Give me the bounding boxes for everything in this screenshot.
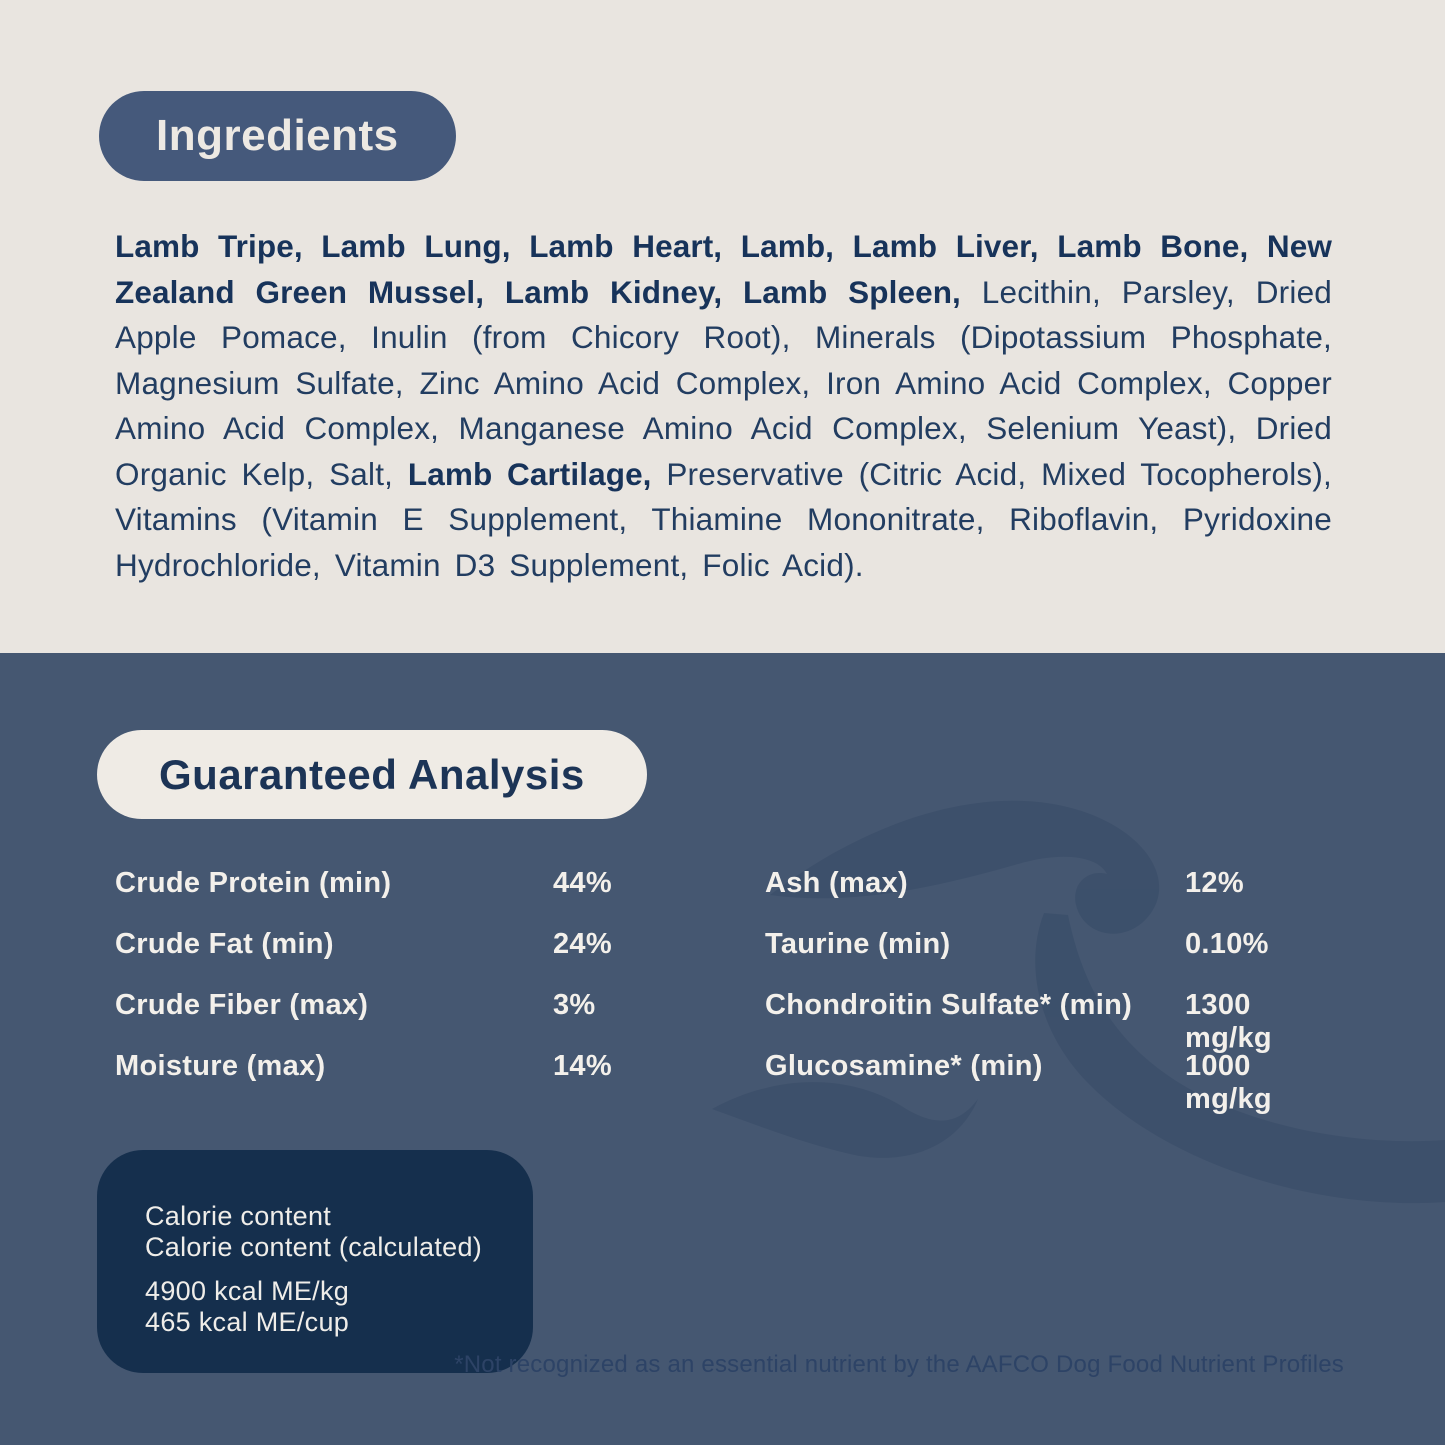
nutrient-value: 12% (1185, 867, 1244, 899)
guaranteed-analysis-table (115, 867, 1345, 1115)
nutrient-label: Glucosamine* (min) (765, 1050, 1043, 1082)
ingredients-pill (99, 91, 456, 181)
ingredients-bold-lead: Lamb Tripe, Lamb Lung, Lamb Heart, Lamb, Lamb Liver, Lamb Bone, New Zealand Green Mussel, Lamb Kidney, Lamb Spleen, (115, 228, 1332, 310)
calorie-content-box (97, 1150, 533, 1373)
ingredients-regular-tail: Preservative (Citric Acid, Mixed Tocopherols), Vitamins (Vitamin E Supplement, Thiamine Mononitrate, Riboflavin, Pyridoxine Hydrochloride, Vitamin D3 Supplement, Folic Acid). (115, 455, 1333, 583)
ingredients-bold-mid: Lamb Cartilage, (407, 455, 652, 492)
nutrient-label: Moisture (max) (115, 1050, 326, 1082)
nutrient-label: Taurine (min) (765, 928, 951, 960)
nutrient-value: 3% (553, 989, 596, 1021)
nutrient-value: 0.10% (1185, 928, 1269, 960)
nutrient-value: 14% (553, 1050, 612, 1082)
guaranteed-analysis-section (0, 653, 1445, 1445)
nutrient-label: Crude Fat (min) (115, 928, 334, 960)
ingredients-paragraph (115, 224, 1332, 588)
nutrient-label: Crude Protein (min) (115, 867, 392, 899)
nutrient-value: 1000 mg/kg (1185, 1050, 1272, 1115)
nutrient-value: 24% (553, 928, 612, 960)
nutrient-label: Ash (max) (765, 867, 908, 899)
aafco-footnote: *Not recognized as an essential nutrient by the AAFCO Dog Food Nutrient Profiles (454, 1351, 1344, 1378)
guaranteed-analysis-pill (97, 730, 647, 819)
ingredients-section (0, 0, 1445, 653)
ingredients-regular-mid: Lecithin, Parsley, Dried Apple Pomace, Inulin (from Chicory Root), Minerals (Dipotassium Phosphate, Magnesium Sulfate, Zinc Amino Acid Complex, Iron Amino Acid Complex, Copper Amino Acid Complex, Manganese Amino Acid Complex, Selenium Yeast), Dried Organic Kelp, Salt, (115, 273, 1333, 492)
calorie-value-kg: 4900 kcal ME/kg (145, 1276, 350, 1306)
calorie-content-line: Calorie content (calculated) (145, 1232, 483, 1262)
calorie-value-cup: 465 kcal ME/cup (145, 1307, 350, 1337)
table-row (115, 928, 1345, 989)
nutrient-value: 44% (553, 867, 612, 899)
calorie-content-line: Calorie content (145, 1201, 332, 1231)
guaranteed-analysis-title: Guaranteed Analysis (159, 750, 585, 798)
ingredients-title: Ingredients (156, 111, 399, 160)
table-row (115, 867, 1345, 928)
nutrient-label: Crude Fiber (max) (115, 989, 369, 1021)
table-row (115, 1050, 1345, 1115)
nutrient-label: Chondroitin Sulfate* (min) (765, 989, 1133, 1021)
nutrient-value: 1300 mg/kg (1185, 989, 1272, 1054)
table-row (115, 989, 1345, 1054)
